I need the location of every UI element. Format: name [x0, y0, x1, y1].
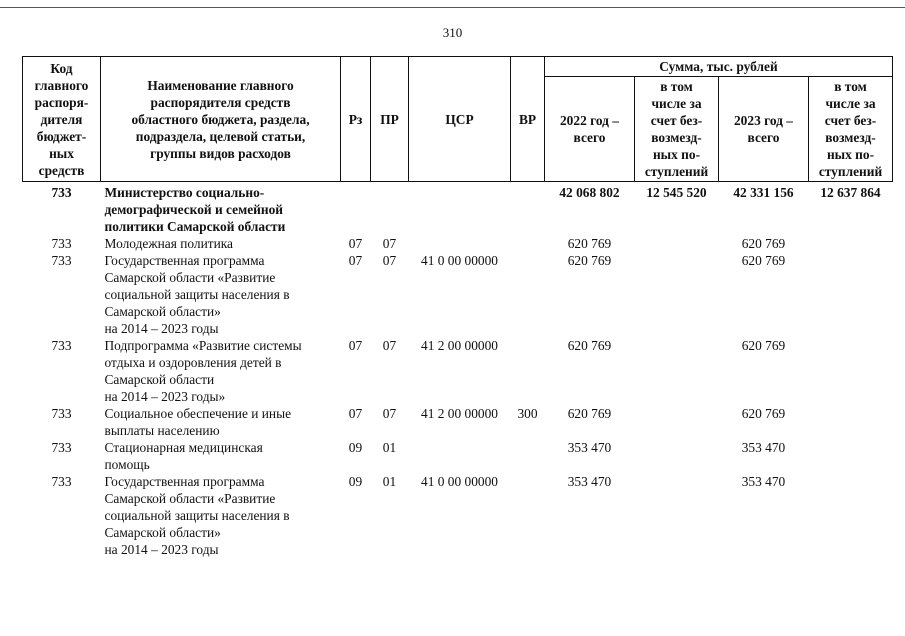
cell-vr: [511, 235, 545, 252]
header-2022-total: 2022 год – всего: [545, 77, 635, 182]
cell-rz: 09: [348, 474, 363, 489]
cell-2022-total: 42 068 802: [559, 185, 620, 200]
cell-rz: 07: [348, 253, 363, 268]
cell-pr: 01: [382, 440, 397, 455]
cell-2023-free: [809, 473, 893, 558]
cell-2023-free: [809, 252, 893, 337]
table-row: [23, 235, 893, 252]
table-row: [23, 439, 893, 473]
cell-2023-free: [809, 439, 893, 473]
cell-rz: 09: [348, 440, 363, 455]
cell-vr: [511, 439, 545, 473]
cell-2023-total: 620 769: [741, 338, 786, 353]
cell-vr: [511, 182, 545, 236]
cell-2022-free: [635, 235, 719, 252]
cell-2022-total: 353 470: [567, 440, 612, 455]
cell-csr: 41 0 00 00000: [421, 474, 498, 489]
header-2023-total: 2023 год – всего: [719, 77, 809, 182]
cell-name: Социальное обеспечение и иные выплаты населению: [104, 406, 292, 438]
header-pr: ПР: [371, 57, 409, 182]
cell-pr: 07: [382, 338, 397, 353]
cell-2022-free: [635, 405, 719, 439]
cell-2022-free: [635, 252, 719, 337]
cell-2022-total: 620 769: [567, 406, 612, 421]
cell-name: Молодежная политика: [104, 236, 234, 251]
cell-name: Стационарная медицинская помощь: [104, 440, 263, 472]
cell-vr: 300: [517, 406, 538, 421]
cell-pr: 01: [382, 474, 397, 489]
cell-2023-free: 12 637 864: [820, 185, 881, 200]
cell-code: 733: [51, 474, 72, 489]
budget-table: [22, 56, 893, 558]
page-number: 310: [442, 25, 463, 40]
cell-csr: 41 0 00 00000: [421, 253, 498, 268]
cell-pr: 07: [382, 236, 397, 251]
cell-2023-free: [809, 337, 893, 405]
cell-vr: [511, 473, 545, 558]
header-code: Код главного распоря- дителя бюджет- ных средств: [23, 57, 101, 182]
cell-code: 733: [51, 185, 72, 200]
cell-2023-total: 353 470: [741, 440, 786, 455]
cell-csr: [409, 439, 511, 473]
cell-rz: [341, 182, 371, 236]
table-row: [23, 337, 893, 405]
cell-2023-total: 353 470: [741, 474, 786, 489]
table-row: [23, 405, 893, 439]
cell-2023-total: 620 769: [741, 236, 786, 251]
cell-name: Министерство социально- демографической и семейной политики Самарской области: [104, 185, 286, 234]
cell-code: 733: [51, 253, 72, 268]
cell-2023-free: [809, 405, 893, 439]
table-row: [23, 252, 893, 337]
top-rule: [0, 7, 905, 8]
header-rz: Рз: [341, 57, 371, 182]
cell-csr: [409, 235, 511, 252]
cell-2022-total: 620 769: [567, 236, 612, 251]
cell-csr: 41 2 00 00000: [421, 338, 498, 353]
cell-2022-total: 620 769: [567, 253, 612, 268]
table-row: [23, 182, 893, 236]
cell-vr: [511, 337, 545, 405]
cell-csr: 41 2 00 00000: [421, 406, 498, 421]
header-name: Наименование главного распорядителя средств областного бюджета, раздела, подраздела, целевой статьи, группы видов расходов: [101, 57, 341, 182]
cell-rz: 07: [348, 338, 363, 353]
cell-2022-free: 12 545 520: [646, 185, 707, 200]
cell-2022-free: [635, 439, 719, 473]
header-vr: ВР: [511, 57, 545, 182]
cell-2023-total: 620 769: [741, 406, 786, 421]
cell-rz: 07: [348, 406, 363, 421]
cell-csr: [409, 182, 511, 236]
cell-pr: 07: [382, 406, 397, 421]
cell-2023-total: 620 769: [741, 253, 786, 268]
table-body: [23, 182, 893, 559]
table-row: [23, 473, 893, 558]
cell-code: 733: [51, 406, 72, 421]
cell-2023-total: 42 331 156: [733, 185, 794, 200]
cell-2022-total: 620 769: [567, 338, 612, 353]
cell-pr: [371, 182, 409, 236]
header-sum: Сумма, тыс. рублей: [545, 57, 893, 77]
cell-name: Подпрограмма «Развитие системы отдыха и оздоровления детей в Самарской области на 2014 – 2023 годы»: [104, 338, 302, 404]
header-2023-free: в том числе за счет без- возмезд- ных по- ступлений: [809, 77, 893, 182]
cell-2022-free: [635, 473, 719, 558]
cell-2023-free: [809, 235, 893, 252]
header-2022-free: в том числе за счет без- возмезд- ных по- ступлений: [635, 77, 719, 182]
cell-code: 733: [51, 338, 72, 353]
cell-pr: 07: [382, 253, 397, 268]
cell-rz: 07: [348, 236, 363, 251]
header-csr: ЦСР: [409, 57, 511, 182]
cell-2022-total: 353 470: [567, 474, 612, 489]
cell-name: Государственная программа Самарской области «Развитие социальной защиты населения в Самарской области» на 2014 – 2023 годы: [104, 474, 290, 557]
cell-2022-free: [635, 337, 719, 405]
cell-code: 733: [51, 236, 72, 251]
cell-code: 733: [51, 440, 72, 455]
cell-name: Государственная программа Самарской области «Развитие социальной защиты населения в Самарской области» на 2014 – 2023 годы: [104, 253, 290, 336]
cell-vr: [511, 252, 545, 337]
